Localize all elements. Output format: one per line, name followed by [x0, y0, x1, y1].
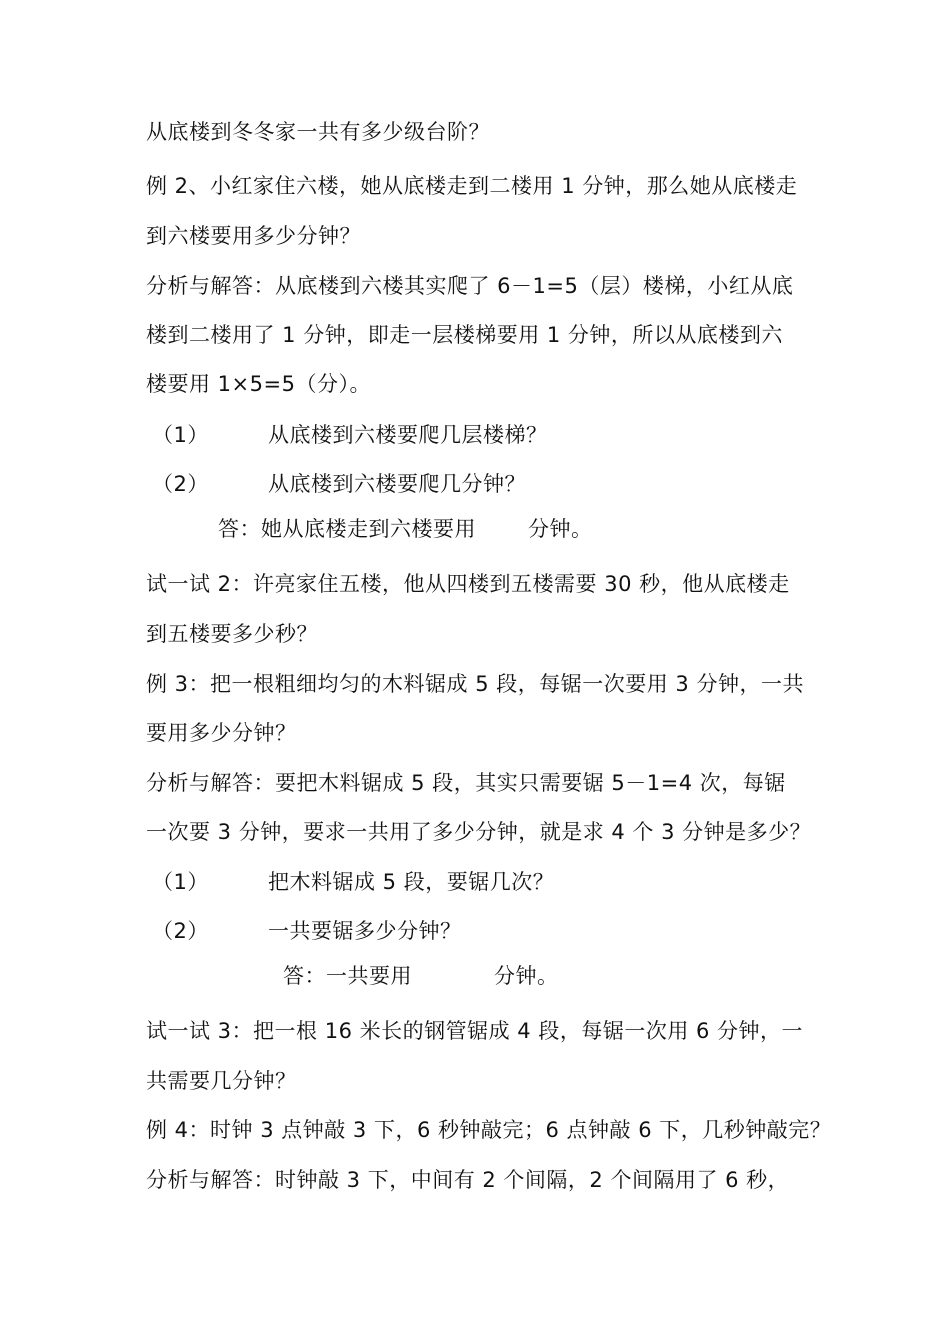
try-2-line-2: 到五楼要多少秒？	[146, 622, 318, 646]
example-4-line-1: 例 4：时钟 3 点钟敲 3 下，6 秒钟敲完；6 点钟敲 6 下，几秒钟敲完？	[146, 1118, 832, 1142]
text-line: 从底楼到冬冬家一共有多少级台阶？	[146, 120, 490, 144]
ex2-question-1-text: 从底楼到六楼要爬几层楼梯？	[268, 423, 548, 447]
example-2-line-2: 到六楼要用多少分钟？	[146, 224, 361, 248]
analysis-2-line-1: 分析与解答：从底楼到六楼其实爬了 6－1=5（层）楼梯，小红从底	[146, 274, 794, 298]
ex3-answer-prefix: 答：一共要用	[283, 964, 412, 988]
example-3-line-1: 例 3：把一根粗细均匀的木料锯成 5 段，每锯一次要用 3 分钟，一共	[146, 672, 804, 696]
analysis-3-line-1: 分析与解答：要把木料锯成 5 段，其实只需要锯 5－1=4 次，每锯	[146, 771, 786, 795]
example-2-line-1: 例 2、小红家住六楼，她从底楼走到二楼用 1 分钟，那么她从底楼走	[146, 174, 798, 198]
try-3-line-2: 共需要几分钟？	[146, 1069, 297, 1093]
try-3-line-1: 试一试 3：把一根 16 米长的钢管锯成 4 段，每锯一次用 6 分钟，一	[146, 1019, 804, 1043]
ex2-question-1-number: （1）	[152, 423, 209, 447]
analysis-2-line-3: 楼要用 1×5=5（分）。	[146, 372, 371, 396]
ex3-question-2-text: 一共要锯多少分钟？	[268, 919, 462, 943]
ex2-answer-suffix: 分钟。	[528, 517, 593, 541]
try-2-line-1: 试一试 2：许亮家住五楼，他从四楼到五楼需要 30 秒，他从底楼走	[146, 572, 790, 596]
ex3-answer-suffix: 分钟。	[494, 964, 559, 988]
ex3-question-2-number: （2）	[152, 919, 209, 943]
analysis-3-line-2: 一次要 3 分钟，要求一共用了多少分钟，就是求 4 个 3 分钟是多少？	[146, 820, 812, 844]
ex2-question-2-number: （2）	[152, 472, 209, 496]
ex2-question-2-text: 从底楼到六楼要爬几分钟？	[268, 472, 526, 496]
example-3-line-2: 要用多少分钟？	[146, 721, 297, 745]
ex2-answer-prefix: 答：她从底楼走到六楼要用	[218, 517, 476, 541]
analysis-2-line-2: 楼到二楼用了 1 分钟，即走一层楼梯要用 1 分钟，所以从底楼到六	[146, 323, 783, 347]
ex3-question-1-text: 把木料锯成 5 段，要锯几次？	[268, 870, 555, 894]
ex3-question-1-number: （1）	[152, 870, 209, 894]
analysis-4-line-1: 分析与解答：时钟敲 3 下，中间有 2 个间隔，2 个间隔用了 6 秒，	[146, 1168, 790, 1192]
